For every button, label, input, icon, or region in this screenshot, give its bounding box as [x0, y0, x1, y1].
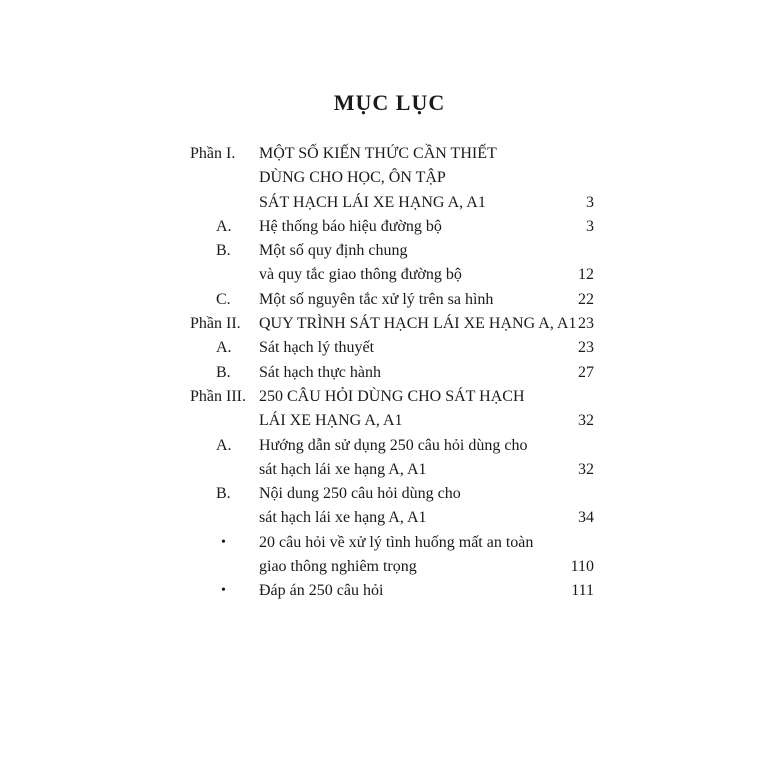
toc-entry-label: B.	[216, 242, 231, 260]
toc-entry-label: A.	[216, 436, 232, 454]
toc-entry-page: 110	[570, 558, 594, 576]
toc-entry-page: 23	[578, 315, 594, 333]
toc-entry	[190, 434, 600, 458]
toc-entry-text: Đáp án 250 câu hỏi	[259, 582, 384, 600]
toc-entry-text: Sát hạch lý thuyết	[259, 339, 375, 357]
toc-entry	[190, 215, 600, 239]
toc-entry	[190, 531, 600, 555]
toc-entry	[190, 263, 600, 287]
toc-entry	[190, 142, 600, 166]
toc-entry-text: 250 CÂU HỎI DÙNG CHO SÁT HẠCH	[259, 387, 525, 405]
toc-entry-text: Hướng dẫn sử dụng 250 câu hỏi dùng cho	[259, 436, 528, 454]
toc-entry	[190, 555, 600, 579]
toc-entry-page: 27	[578, 363, 594, 381]
toc-entry	[190, 288, 600, 312]
toc-entry-text: QUY TRÌNH SÁT HẠCH LÁI XE HẠNG A, A1	[259, 315, 577, 333]
toc-entry-label: A.	[216, 217, 232, 235]
toc-entry	[190, 579, 600, 603]
toc-entry-text: giao thông nghiêm trọng	[259, 558, 417, 576]
toc-entry-text: LÁI XE HẠNG A, A1	[259, 412, 403, 430]
toc-entry-page: 3	[586, 217, 594, 235]
toc-entry-text: MỘT SỐ KIẾN THỨC CẦN THIẾT	[259, 145, 497, 162]
toc-entry-page: 32	[578, 460, 594, 478]
toc-entry	[190, 506, 600, 530]
toc-entry	[190, 239, 600, 263]
toc-entry-text: SÁT HẠCH LÁI XE HẠNG A, A1	[259, 193, 486, 211]
toc-entry	[190, 482, 600, 506]
toc-entry-page: 111	[571, 582, 594, 600]
page-title: MỤC LỤC	[333, 90, 446, 115]
table-of-contents	[190, 142, 600, 604]
toc-entry-label: B.	[216, 363, 231, 381]
toc-entry-page: 32	[578, 412, 594, 430]
toc-entry-label: A.	[216, 339, 232, 357]
toc-entry-text: và quy tắc giao thông đường bộ	[259, 266, 462, 284]
toc-entry-page: 12	[578, 266, 594, 284]
toc-entry-label: Phần III.	[190, 387, 246, 405]
toc-entry-label: Phần I.	[190, 145, 236, 162]
bullet-icon: •	[221, 534, 226, 550]
toc-entry	[190, 336, 600, 360]
toc-entry-label: Phần II.	[190, 315, 241, 333]
bullet-icon: •	[221, 583, 226, 599]
toc-entry	[190, 191, 600, 215]
toc-entry-text: Nội dung 250 câu hỏi dùng cho	[259, 485, 461, 503]
toc-entry-page: 3	[586, 193, 594, 211]
toc-entry	[190, 166, 600, 190]
toc-entry-text: 20 câu hỏi về xử lý tình huống mất an toàn	[259, 533, 534, 551]
toc-entry-text: Hệ thống báo hiệu đường bộ	[259, 217, 442, 235]
toc-entry-text: sát hạch lái xe hạng A, A1	[259, 460, 427, 478]
toc-entry	[190, 458, 600, 482]
toc-entry-page: 23	[578, 339, 594, 357]
toc-entry-label: B.	[216, 485, 231, 503]
toc-entry	[190, 409, 600, 433]
toc-entry-text: sát hạch lái xe hạng A, A1	[259, 509, 427, 527]
toc-entry-text: Sát hạch thực hành	[259, 363, 381, 381]
toc-entry-text: DÙNG CHO HỌC, ÔN TẬP	[259, 169, 446, 187]
toc-entry	[190, 385, 600, 409]
toc-entry-page: 22	[578, 290, 594, 308]
toc-entry	[190, 361, 600, 385]
toc-entry-label: C.	[216, 290, 231, 308]
toc-entry-page: 34	[578, 509, 594, 527]
toc-entry-text: Một số nguyên tắc xử lý trên sa hình	[259, 290, 494, 308]
toc-entry	[190, 312, 600, 336]
toc-entry-text: Một số quy định chung	[259, 242, 408, 260]
